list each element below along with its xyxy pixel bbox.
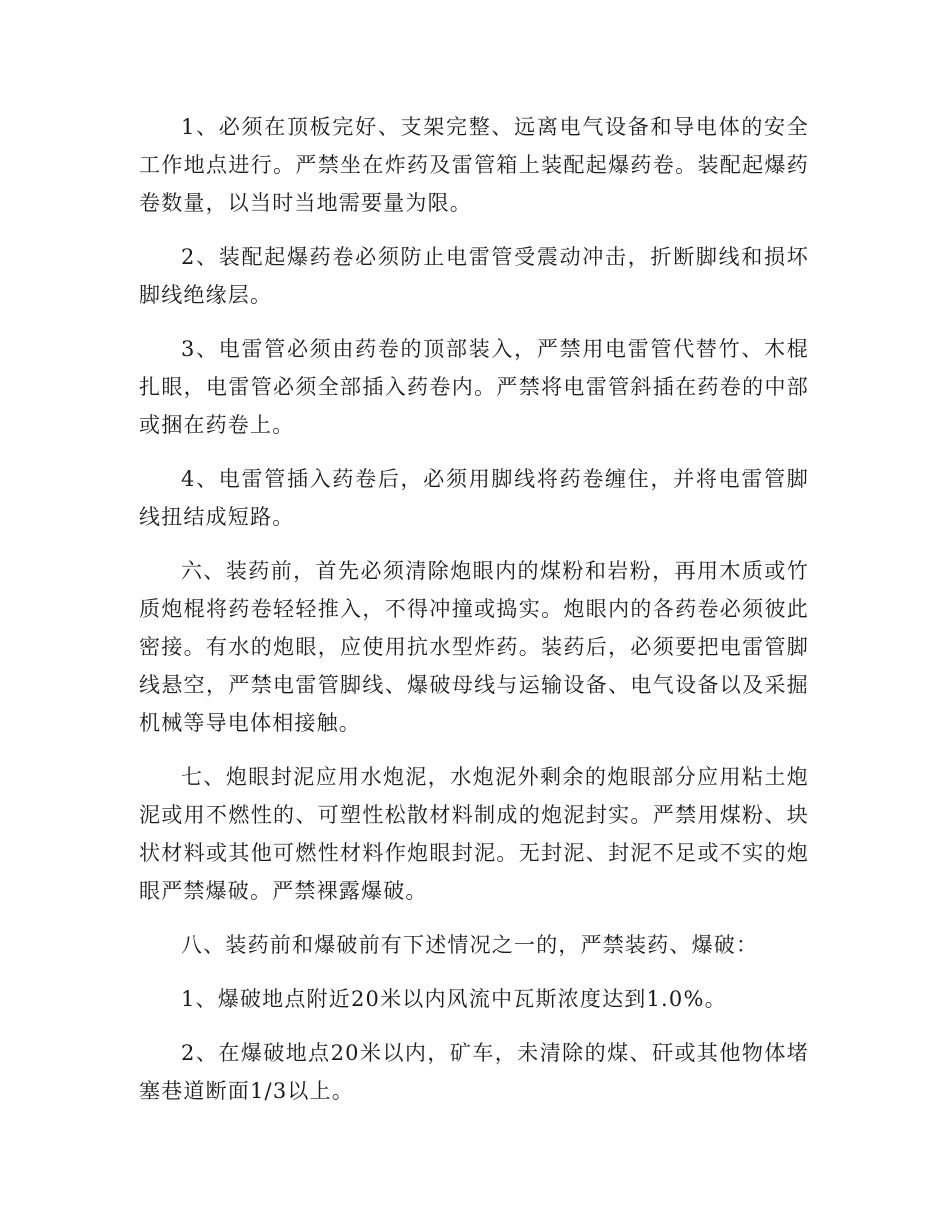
paragraph-section-6: 六、装药前，首先必须清除炮眼内的煤粉和岩粉，再用木质或竹质炮棍将药卷轻轻推入，不得冲撞或捣实。炮眼内的各药卷必须彼此密接。有水的炮眼，应使用抗水型炸药。装药后，必须要把电雷管脚线悬空，严禁电雷管脚线、爆破母线与运输设备、电气设备以及采掘机械等导电体相接触。 xyxy=(139,559,809,735)
paragraph-2: 2、装配起爆药卷必须防止电雷管受震动冲击，折断脚线和损坏脚线绝缘层。 xyxy=(139,245,809,307)
paragraph-4: 4、电雷管插入药卷后，必须用脚线将药卷缠住，并将电雷管脚线扭结成短路。 xyxy=(139,467,809,529)
paragraph-3: 3、电雷管必须由药卷的顶部装入，严禁用电雷管代替竹、木棍扎眼，电雷管必须全部插入药卷内。严禁将电雷管斜插在药卷的中部或捆在药卷上。 xyxy=(139,337,809,437)
paragraph-section-7: 七、炮眼封泥应用水炮泥，水炮泥外剩余的炮眼部分应用粘土炮泥或用不燃性的、可塑性松散材料制成的炮泥封实。严禁用煤粉、块状材料或其他可燃性材料作炮眼封泥。无封泥、封泥不足或不实的炮眼严禁爆破。严禁裸露爆破。 xyxy=(139,765,809,903)
paragraph-1: 1、必须在顶板完好、支架完整、远离电气设备和导电体的安全工作地点进行。严禁坐在炸药及雷管箱上装配起爆药卷。装配起爆药卷数量，以当时当地需要量为限。 xyxy=(139,115,809,215)
paragraph-8-item-1: 1、爆破地点附近20米以内风流中瓦斯浓度达到1.0%。 xyxy=(181,987,727,1011)
document-body xyxy=(139,108,809,1126)
paragraph-section-8: 八、装药前和爆破前有下述情况之一的，严禁装药、爆破： xyxy=(181,933,759,957)
paragraph-8-item-2: 2、在爆破地点20米以内，矿车，未清除的煤、矸或其他物体堵塞巷道断面1/3以上。 xyxy=(139,1041,809,1103)
